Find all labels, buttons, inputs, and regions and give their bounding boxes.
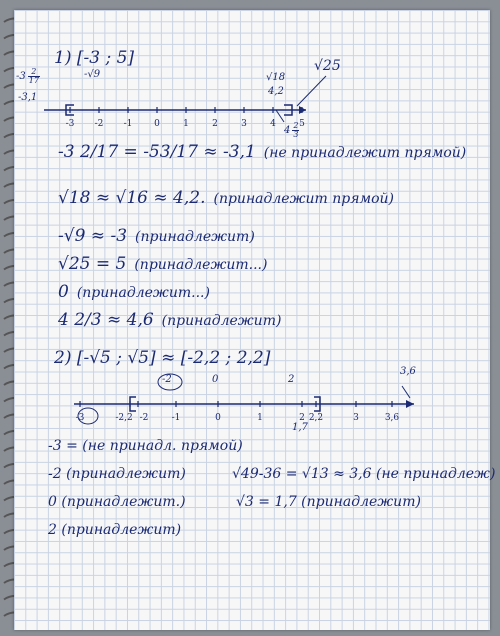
task1-line-expression: -√9 ≈ -3 bbox=[58, 226, 128, 246]
task1-line-note: (принадлежит) bbox=[161, 313, 282, 329]
task2-number-line bbox=[14, 10, 490, 450]
task1-sqrt18-label: √18 bbox=[266, 72, 286, 83]
axis-tick-label: 1 bbox=[257, 413, 263, 423]
task2-below-label: 1,7 bbox=[292, 422, 308, 433]
task2-above-label: 3,6 bbox=[400, 366, 416, 377]
task2-line: 0 (принадлежит.) bbox=[48, 494, 186, 510]
task2-line: 2 (принадлежит) bbox=[48, 522, 182, 538]
axis-tick-label: 5 bbox=[299, 119, 305, 129]
axis-tick-label: -2 bbox=[139, 413, 149, 423]
axis-tick-label: 4 bbox=[270, 119, 276, 129]
axis-tick-label: -2 bbox=[94, 119, 104, 129]
task1-line-note: (не принадлежит прямой) bbox=[263, 145, 467, 161]
task1-line-expression: √18 ≈ √16 ≈ 4,2. bbox=[58, 188, 206, 208]
task1-header: 1) [-3 ; 5] bbox=[54, 48, 135, 68]
axis-tick-label: 3 bbox=[353, 413, 359, 423]
axis-tick-label: -1 bbox=[171, 413, 181, 423]
task2-header: 2) [-√5 ; √5] ≈ [-2,2 ; 2,2] bbox=[54, 348, 271, 368]
task1-line-note: (принадлежит) bbox=[135, 229, 255, 245]
task2-above-label: 0 bbox=[212, 374, 219, 385]
axis-tick-label: 3,6 bbox=[384, 413, 400, 423]
axis-tick-label: 0 bbox=[154, 119, 160, 129]
axis-tick-label: -3 bbox=[65, 119, 75, 129]
task1-sqrt18-value: 4,2 bbox=[268, 86, 284, 97]
task1-line-note: (принадлежит прямой) bbox=[213, 191, 395, 207]
axis-tick-label: 2 bbox=[299, 413, 305, 423]
task2-above-label: 2 bbox=[288, 374, 295, 385]
axis-tick-label: -3 bbox=[75, 413, 85, 423]
task2-line: -3 = (не принадл. прямой) bbox=[48, 438, 243, 454]
task1-left-fraction: -3 $\frac{2}{17}$ bbox=[16, 67, 39, 85]
task2-line: √49-36 = √13 ≈ 3,6 (не принадлеж) bbox=[232, 466, 496, 482]
task1-line-expression: -3 2/17 = -53/17 ≈ -3,1 bbox=[58, 142, 256, 162]
task1-mixed-label: 4 $\frac{2}{3}$ bbox=[284, 121, 299, 139]
task1-left-decimal: -3,1 bbox=[18, 92, 38, 103]
task1-line-expression: 4 2/3 ≈ 4,6 bbox=[58, 310, 154, 330]
axis-tick-label: 0 bbox=[215, 413, 221, 423]
task1-line-expression: √25 = 5 bbox=[58, 254, 127, 274]
task1-line-note: (принадлежит...) bbox=[134, 257, 268, 273]
axis-tick-label: 2 bbox=[212, 119, 218, 129]
axis-tick-label: 3 bbox=[241, 119, 247, 129]
task2-line: -2 (принадлежит) bbox=[48, 466, 186, 482]
axis-tick-label: -2,2 bbox=[115, 413, 133, 423]
task1-line-note: (принадлежит...) bbox=[76, 285, 210, 301]
axis-tick-label: 2,2 bbox=[308, 413, 324, 423]
task1-sqrt25-label: √25 bbox=[314, 58, 341, 74]
task2-line: √3 = 1,7 (принадлежит) bbox=[236, 494, 421, 510]
axis-tick-label: 1 bbox=[183, 119, 189, 129]
task1-left-minus-root: -√9 bbox=[84, 69, 101, 80]
axis-tick-label: -1 bbox=[123, 119, 133, 129]
task1-line-expression: 0 bbox=[58, 282, 69, 302]
task2-above-label: -2 bbox=[162, 374, 172, 385]
notebook-page bbox=[14, 10, 496, 630]
